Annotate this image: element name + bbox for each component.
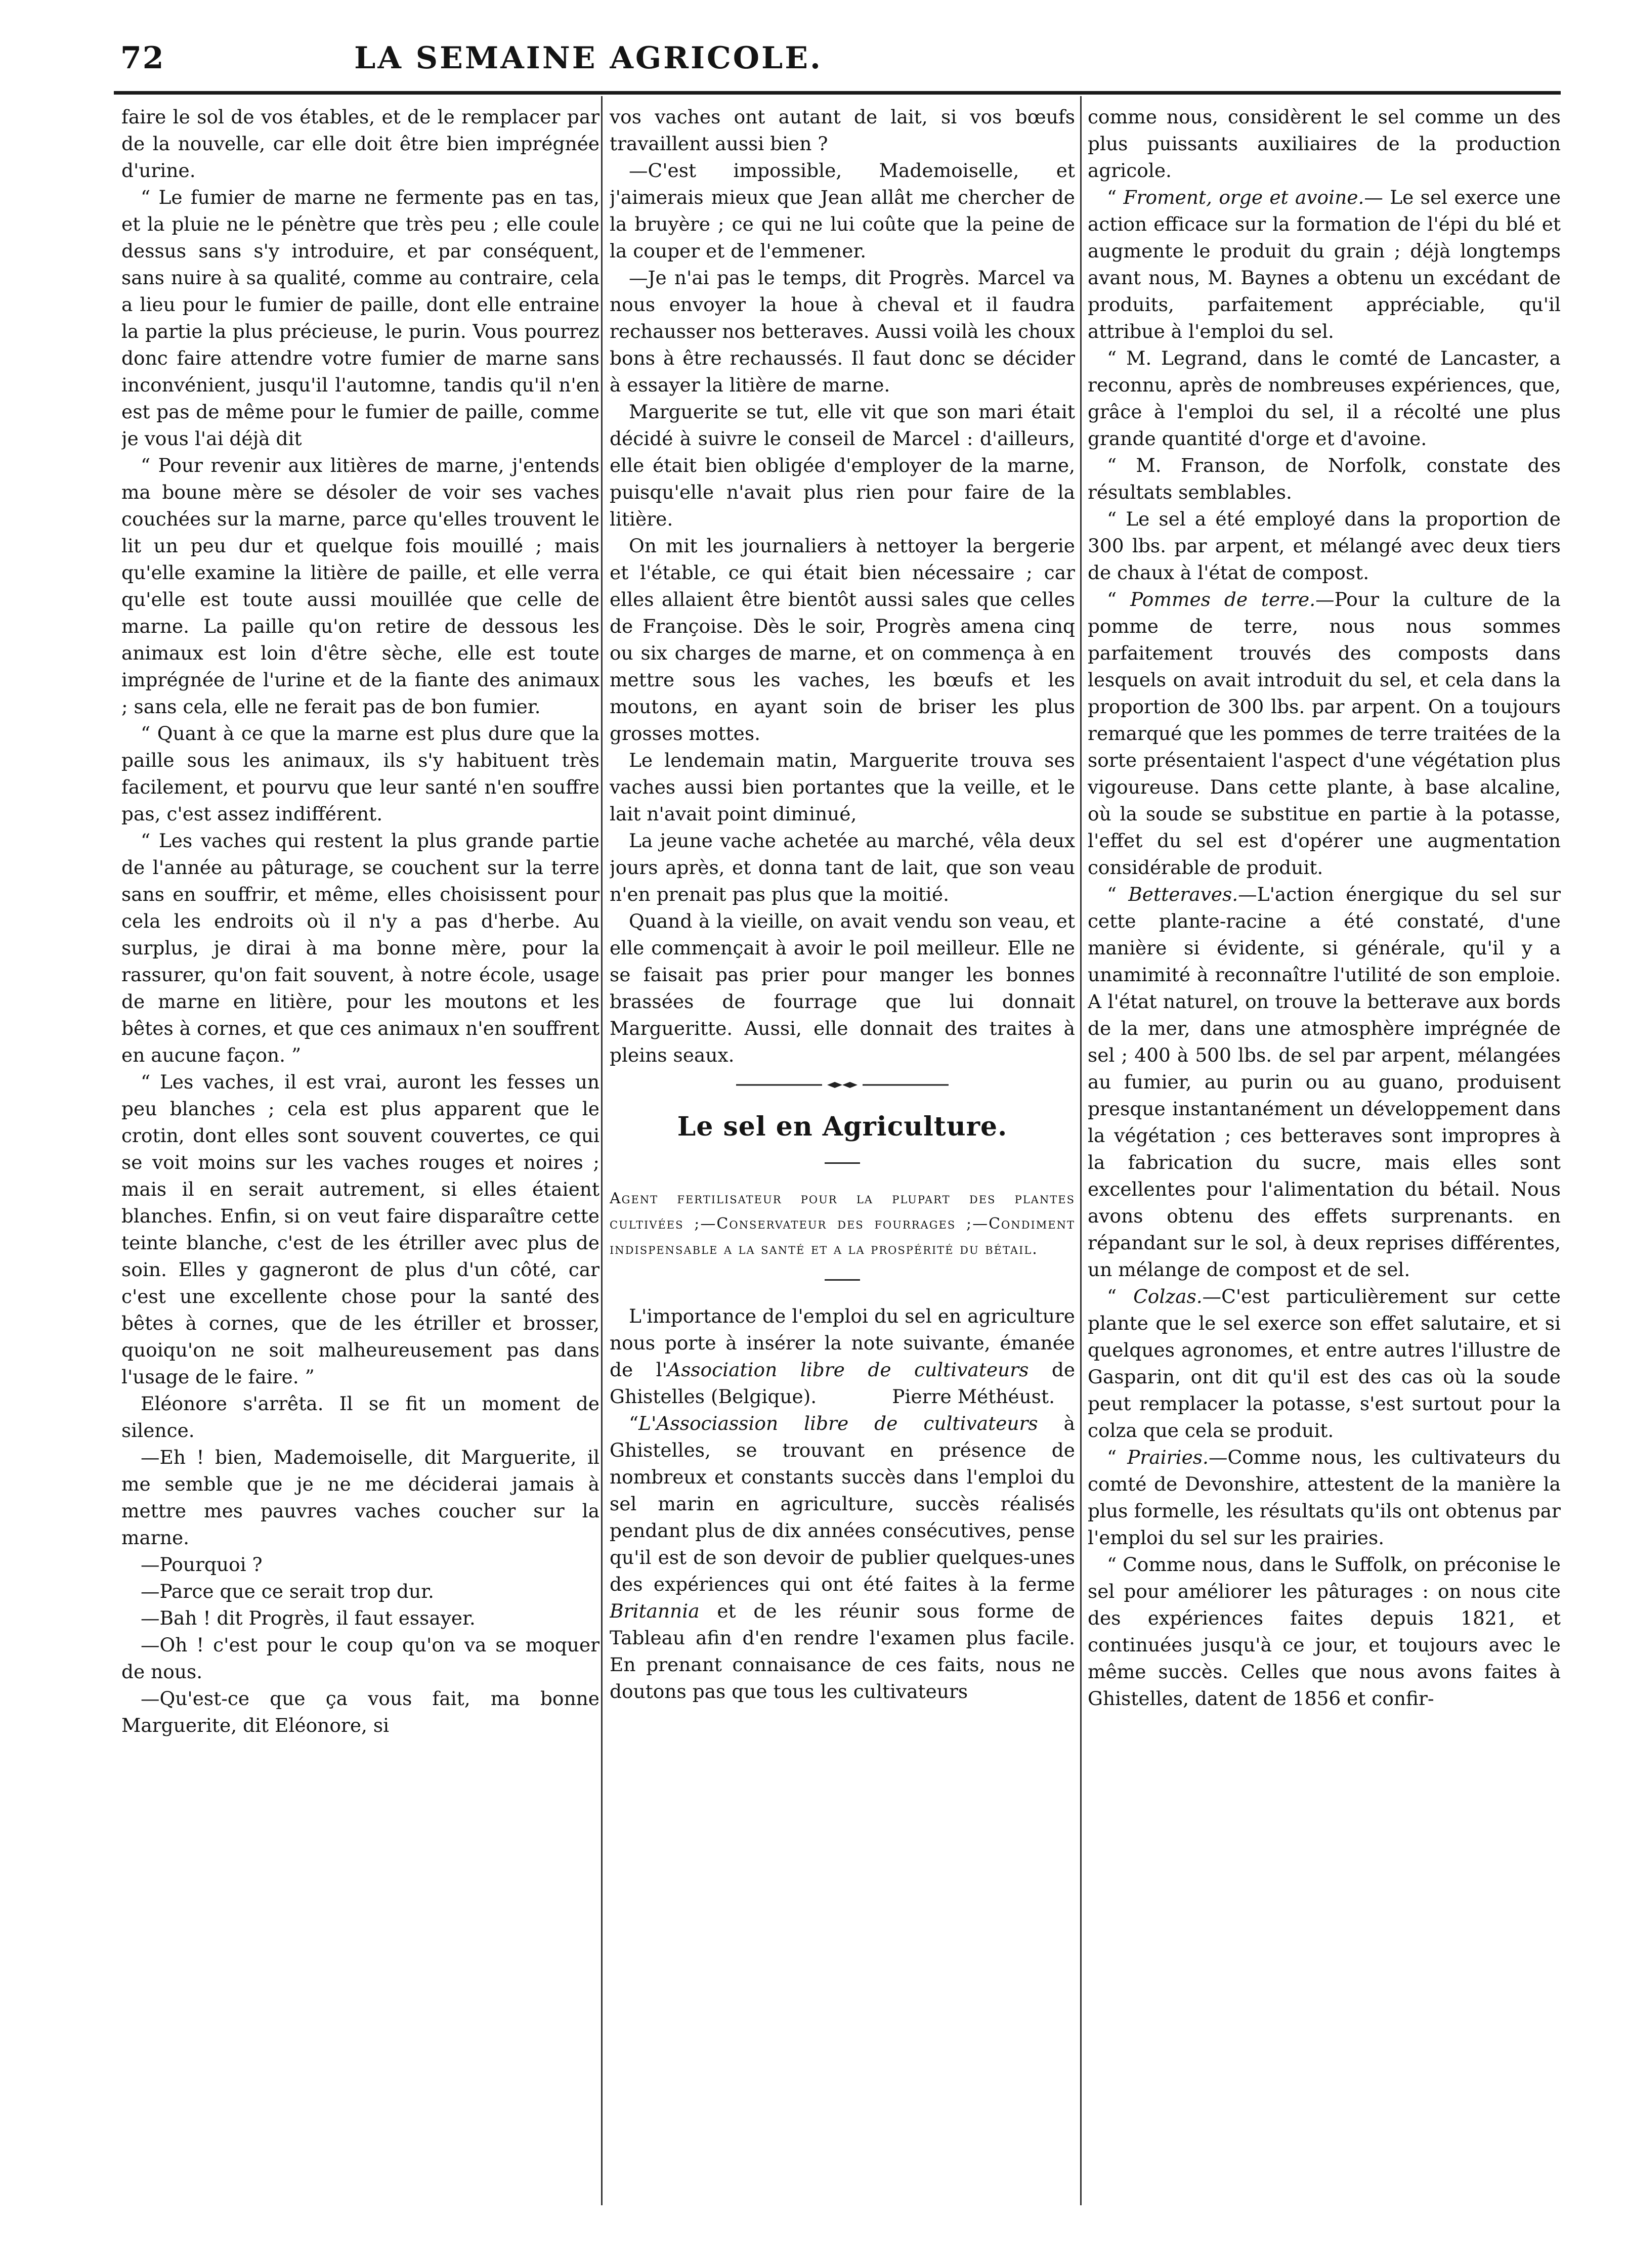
italic-run: Froment, orge et avoine.: [1123, 186, 1364, 208]
paragraph: “ M. Legrand, dans le comté de Lancaster, a reconnu, après de nombreuses expériences, que, grâce à l'emploi du sel, il a récolté une plus grande quantité d'orge et d'avoine.: [1088, 347, 1561, 450]
text-run: —Comme nous, les cultivateurs du comté de Devonshire, attestent de la manière la plus formelle, les résultats qu'ils ont obtenus par l'emploi du sel sur les prairies.: [1088, 1446, 1561, 1549]
italic-run: Association libre de cultivateurs: [667, 1359, 1029, 1381]
paragraph: —Oh ! c'est pour le coup qu'on va se moquer de nous.: [121, 1634, 599, 1683]
italic-run: L'Associassion libre de cultivateurs: [638, 1412, 1038, 1434]
short-rule: [825, 1279, 860, 1281]
text-run: à Ghistelles, se trouvant en présence de nombreux et constants succès dans l'emploi du sel marin en agriculture, succès réalisés pendant plus de dix années consécutives, pense qu'il est de son devoir de publier quelques-unes des expériences qui ont été faites à la ferme: [610, 1412, 1075, 1595]
paragraph: La jeune vache achetée au marché, vêla deux jours après, et donna tant de lait, que son veau n'en prenait pas plus que la moitié.: [610, 830, 1075, 905]
italic-run: Britannia: [610, 1600, 700, 1622]
paragraph: [1088, 1283, 1561, 1444]
paragraph: “ M. Franson, de Norfolk, constate des résultats semblables.: [1088, 454, 1561, 503]
paragraph: “ Les vaches, il est vrai, auront les fesses un peu blanches ; cela est plus apparent que le crotin, dont elles sont souvent couvertes, ce qui se voit moins sur les vaches rouges et noires ; mais il en serait autrement, si elles étaient blanches. Enfin, si on veut faire disparaître cette teinte blanche, c'est de les étriller avec plus de soin. Elles y gagneront de plus d'un côté, car c'est une excellente chose pour la santé des bêtes à cornes, que de les étriller et brosser, quoiqu'on ne soit malheureusement pas dans l'usage de le faire. ”: [121, 1071, 599, 1388]
paragraph: Le lendemain matin, Marguerite trouva ses vaches aussi bien portantes que la veille, et le lait n'avait point diminué,: [610, 749, 1075, 825]
column-divider: [601, 96, 603, 2205]
paragraph: “ Le sel a été employé dans la proportion de 300 lbs. par arpent, et mélangé avec deux tiers de chaux à l'état de compost.: [1088, 508, 1561, 584]
text-run: de Ghistelles (Belgique).: [610, 1359, 1075, 1408]
text-run: —Pour la culture de la pomme de terre, nous nous sommes parfaitement trouvés des composts dans lesquels on avait introduit du sel, et cela dans la proportion de 300 lbs. par arpent. On a toujours remarqué que les pommes de terre traitées de la sorte présentaient l'aspect d'une végétation plus vigoureuse. Dans cette plante, à base alcaline, où la soude se substitue en partie à la potasse, l'effet du sel est d'opérer une augmentation considérable de produit.: [1088, 588, 1561, 879]
article-subtitle: Agent fertilisateur pour la plupart des plantes cultivées ;—Conservateur des fourrages ;—Condiment indispensable a la santé et a la prospérité du bétail.: [610, 1190, 1075, 1258]
column-divider: [1080, 96, 1082, 2205]
paragraph: [1088, 586, 1561, 881]
paragraph: faire le sol de vos étables, et de le remplacer par de la nouvelle, car elle doit être bien imprégnée d'urine.: [121, 106, 599, 182]
text-run: “: [1107, 1446, 1128, 1468]
paragraph: vos vaches ont autant de lait, si vos bœufs travaillent aussi bien ?: [610, 106, 1075, 155]
text-run: “: [1107, 883, 1129, 905]
paragraph: —Eh ! bien, Mademoiselle, dit Marguerite, il me semble que je ne me déciderai jamais à mettre mes pauvres vaches coucher sur la marne.: [121, 1446, 599, 1549]
column-2: [610, 104, 1075, 2203]
signature-text: Pierre Méthéust.: [892, 1385, 1055, 1408]
section-ornament: [736, 1081, 949, 1089]
italic-run: Colzas.: [1133, 1285, 1203, 1307]
article-title: Le sel en Agriculture.: [677, 1111, 1008, 1142]
paragraph: Eléonore s'arrêta. Il se fit un moment de silence.: [121, 1392, 599, 1442]
paragraph: —Je n'ai pas le temps, dit Progrès. Marcel va nous envoyer la houe à cheval et il faudra rechausser nos betteraves. Aussi voilà les choux bons à être rechaussés. Il faut donc se décider à essayer la litière de marne.: [610, 267, 1075, 396]
italic-run: Pommes de terre.: [1130, 588, 1316, 610]
text-run: —L'action énergique du sel sur cette plante-racine a été constaté, d'une manière si évidente, si générale, qu'il y a unamimité à reconnaître l'utilité de son emploie. A l'état naturel, on trouve la betterave aux bords de la mer, dans une atmosphère imprégnée de sel ; 400 à 500 lbs. de sel par arpent, mélangées au fumier, au purin ou au guano, produisent presque instantanément un développement dans la végétation ; ces betteraves sont impropres à la fabrication du sucre, mais elles sont excellentes pour l'alimentation du bétail. Nous avons obtenu des effets surprenants. en répandant sur le sol, à deux reprises différentes, un mélange de compost et de sel.: [1088, 883, 1561, 1281]
paragraph: —C'est impossible, Mademoiselle, et j'aimerais mieux que Jean allât me chercher de la bruyère ; ce qui ne lui coûte que la peine de la couper et de l'emmener.: [610, 159, 1075, 262]
page-number: 72: [120, 40, 165, 76]
paragraph: “ Les vaches qui restent la plus grande partie de l'année au pâturage, se couchent sur la terre sans en souffrir, et même, elles choisissent pour cela les endroits où il n'y a pas d'herbe. Au surplus, je dirai à ma bonne mère, pour la rassurer, qu'on fait souvent, à notre école, usage de marne en litière, pour les moutons et les bêtes à cornes, et que ces animaux n'en souffrent en aucune façon. ”: [121, 830, 599, 1066]
text-run: —C'est particulièrement sur cette plante que le sel exerce son effet salutaire, et si quelques agronomes, et entre autres l'illustre de Gasparin, ont dit qu'il est des cas où la soude peut remplacer la potasse, s'est surtout pour la colza que cela se produit.: [1088, 1285, 1561, 1442]
text-run: L'importance de l'emploi du sel en agriculture nous porte à insérer la note suivante, émanée de l': [610, 1305, 1075, 1381]
text-run: “: [1107, 588, 1131, 610]
column-1: [121, 104, 599, 2203]
paragraph: On mit les journaliers à nettoyer la bergerie et l'étable, ce qui était bien nécessaire ; car elles allaient être bientôt aussi sales que celles de Françoise. Dès le soir, Progrès amena cinq ou six charges de marne, et on commença à en mettre sous les vaches, les bœufs et les moutons, en ayant soin de briser les plus grosses mottes.: [610, 535, 1075, 745]
text-run: et de les réunir sous forme de Tableau afin d'en rendre l'examen plus facile. En prenant connaisance de ces faits, nous ne doutons pas que tous les cultivateurs: [610, 1600, 1075, 1703]
signature: [873, 1383, 1055, 1410]
paragraph: Quand à la vieille, on avait vendu son veau, et elle commençait à avoir le poil meilleur. Elle ne se faisait pas prier pour manger les bonnes brassées de fourrage que lui donnait Margueritte. Aussi, elle donnait des traites à pleins seaux.: [610, 910, 1075, 1066]
text-run: “: [629, 1412, 639, 1434]
paragraph: —Pourquoi ?: [141, 1553, 263, 1576]
paragraph: —Bah ! dit Progrès, il faut essayer.: [141, 1607, 476, 1629]
text-run: — Le sel exerce une action efficace sur la formation de l'épi du blé et augmente le produit du grain ; déjà longtemps avant nous, M. Baynes a obtenu un excédant de produits, parfaitement appréciable, qu'il attribue à l'emploi du sel.: [1088, 186, 1561, 342]
running-title: LA SEMAINE AGRICOLE.: [354, 40, 823, 76]
paragraph: “ Le fumier de marne ne fermente pas en tas, et la pluie ne le pénètre que très peu ; elle coule dessus sans s'y introduire, et par conséquent, sans nuire à sa qualité, comme au contraire, cela a lieu pour le fumier de paille, dont elle entraine la partie la plus précieuse, le purin. Vous pourrez donc faire attendre votre fumier de marne sans inconvénient, jusqu'il l'automne, tandis qu'il n'en est pas de même pour le fumier de paille, comme je vous l'ai déjà dit: [121, 186, 599, 450]
paragraph: —Parce que ce serait trop dur.: [141, 1580, 434, 1602]
paragraph: comme nous, considèrent le sel comme un des plus puissants auxiliaires de la production agricole.: [1088, 106, 1561, 182]
short-rule: [825, 1162, 860, 1164]
paragraph: “ Pour revenir aux litières de marne, j'entends ma boune mère se désoler de voir ses vaches couchées sur la marne, parce qu'elles trouvent le lit un peu dur et quelque fois mouillé ; mais qu'elle examine la litière de paille, et elle verra qu'elle est toute aussi mouillée que celle de marne. La paille qu'on retire de dessous les animaux est loin d'être sèche, elle est toute imprégnée de l'urine et de la fiante des animaux ; sans cela, elle ne ferait pas de bon fumier.: [121, 454, 599, 718]
paragraph: [1088, 184, 1561, 345]
paragraph: [610, 1303, 1075, 1410]
column-3: [1088, 104, 1561, 2203]
paragraph: “ Quant à ce que la marne est plus dure que la paille sous les animaux, ils s'y habituent très facilement, et pourvu que leur santé n'en souffre pas, c'est assez indifférent.: [121, 722, 599, 825]
paragraph: [1088, 1444, 1561, 1551]
text-run: “: [1107, 1285, 1134, 1307]
paragraph: Marguerite se tut, elle vit que son mari était décidé à suivre le conseil de Marcel : d'ailleurs, elle était bien obligée d'employer de la marne, puisqu'elle n'avait plus rien pour faire de la litière.: [610, 401, 1075, 530]
text-run: “: [1107, 186, 1124, 208]
page-header: [120, 35, 1056, 81]
paragraph: [1088, 881, 1561, 1283]
paragraph: [610, 1410, 1075, 1705]
paragraph: “ Comme nous, dans le Suffolk, on préconise le sel pour améliorer les pâturages : on nous cite des expériences faites depuis 1821, et continuées jusqu'à ce jour, et toujours avec le même succès. Celles que nous avons faites à Ghistelles, datent de 1856 et confir-: [1088, 1553, 1561, 1710]
header-rule: [114, 91, 1561, 95]
italic-run: Betteraves.: [1128, 883, 1238, 905]
italic-run: Prairies.: [1127, 1446, 1209, 1468]
paragraph: —Qu'est-ce que ça vous fait, ma bonne Marguerite, dit Eléonore, si: [121, 1687, 599, 1736]
